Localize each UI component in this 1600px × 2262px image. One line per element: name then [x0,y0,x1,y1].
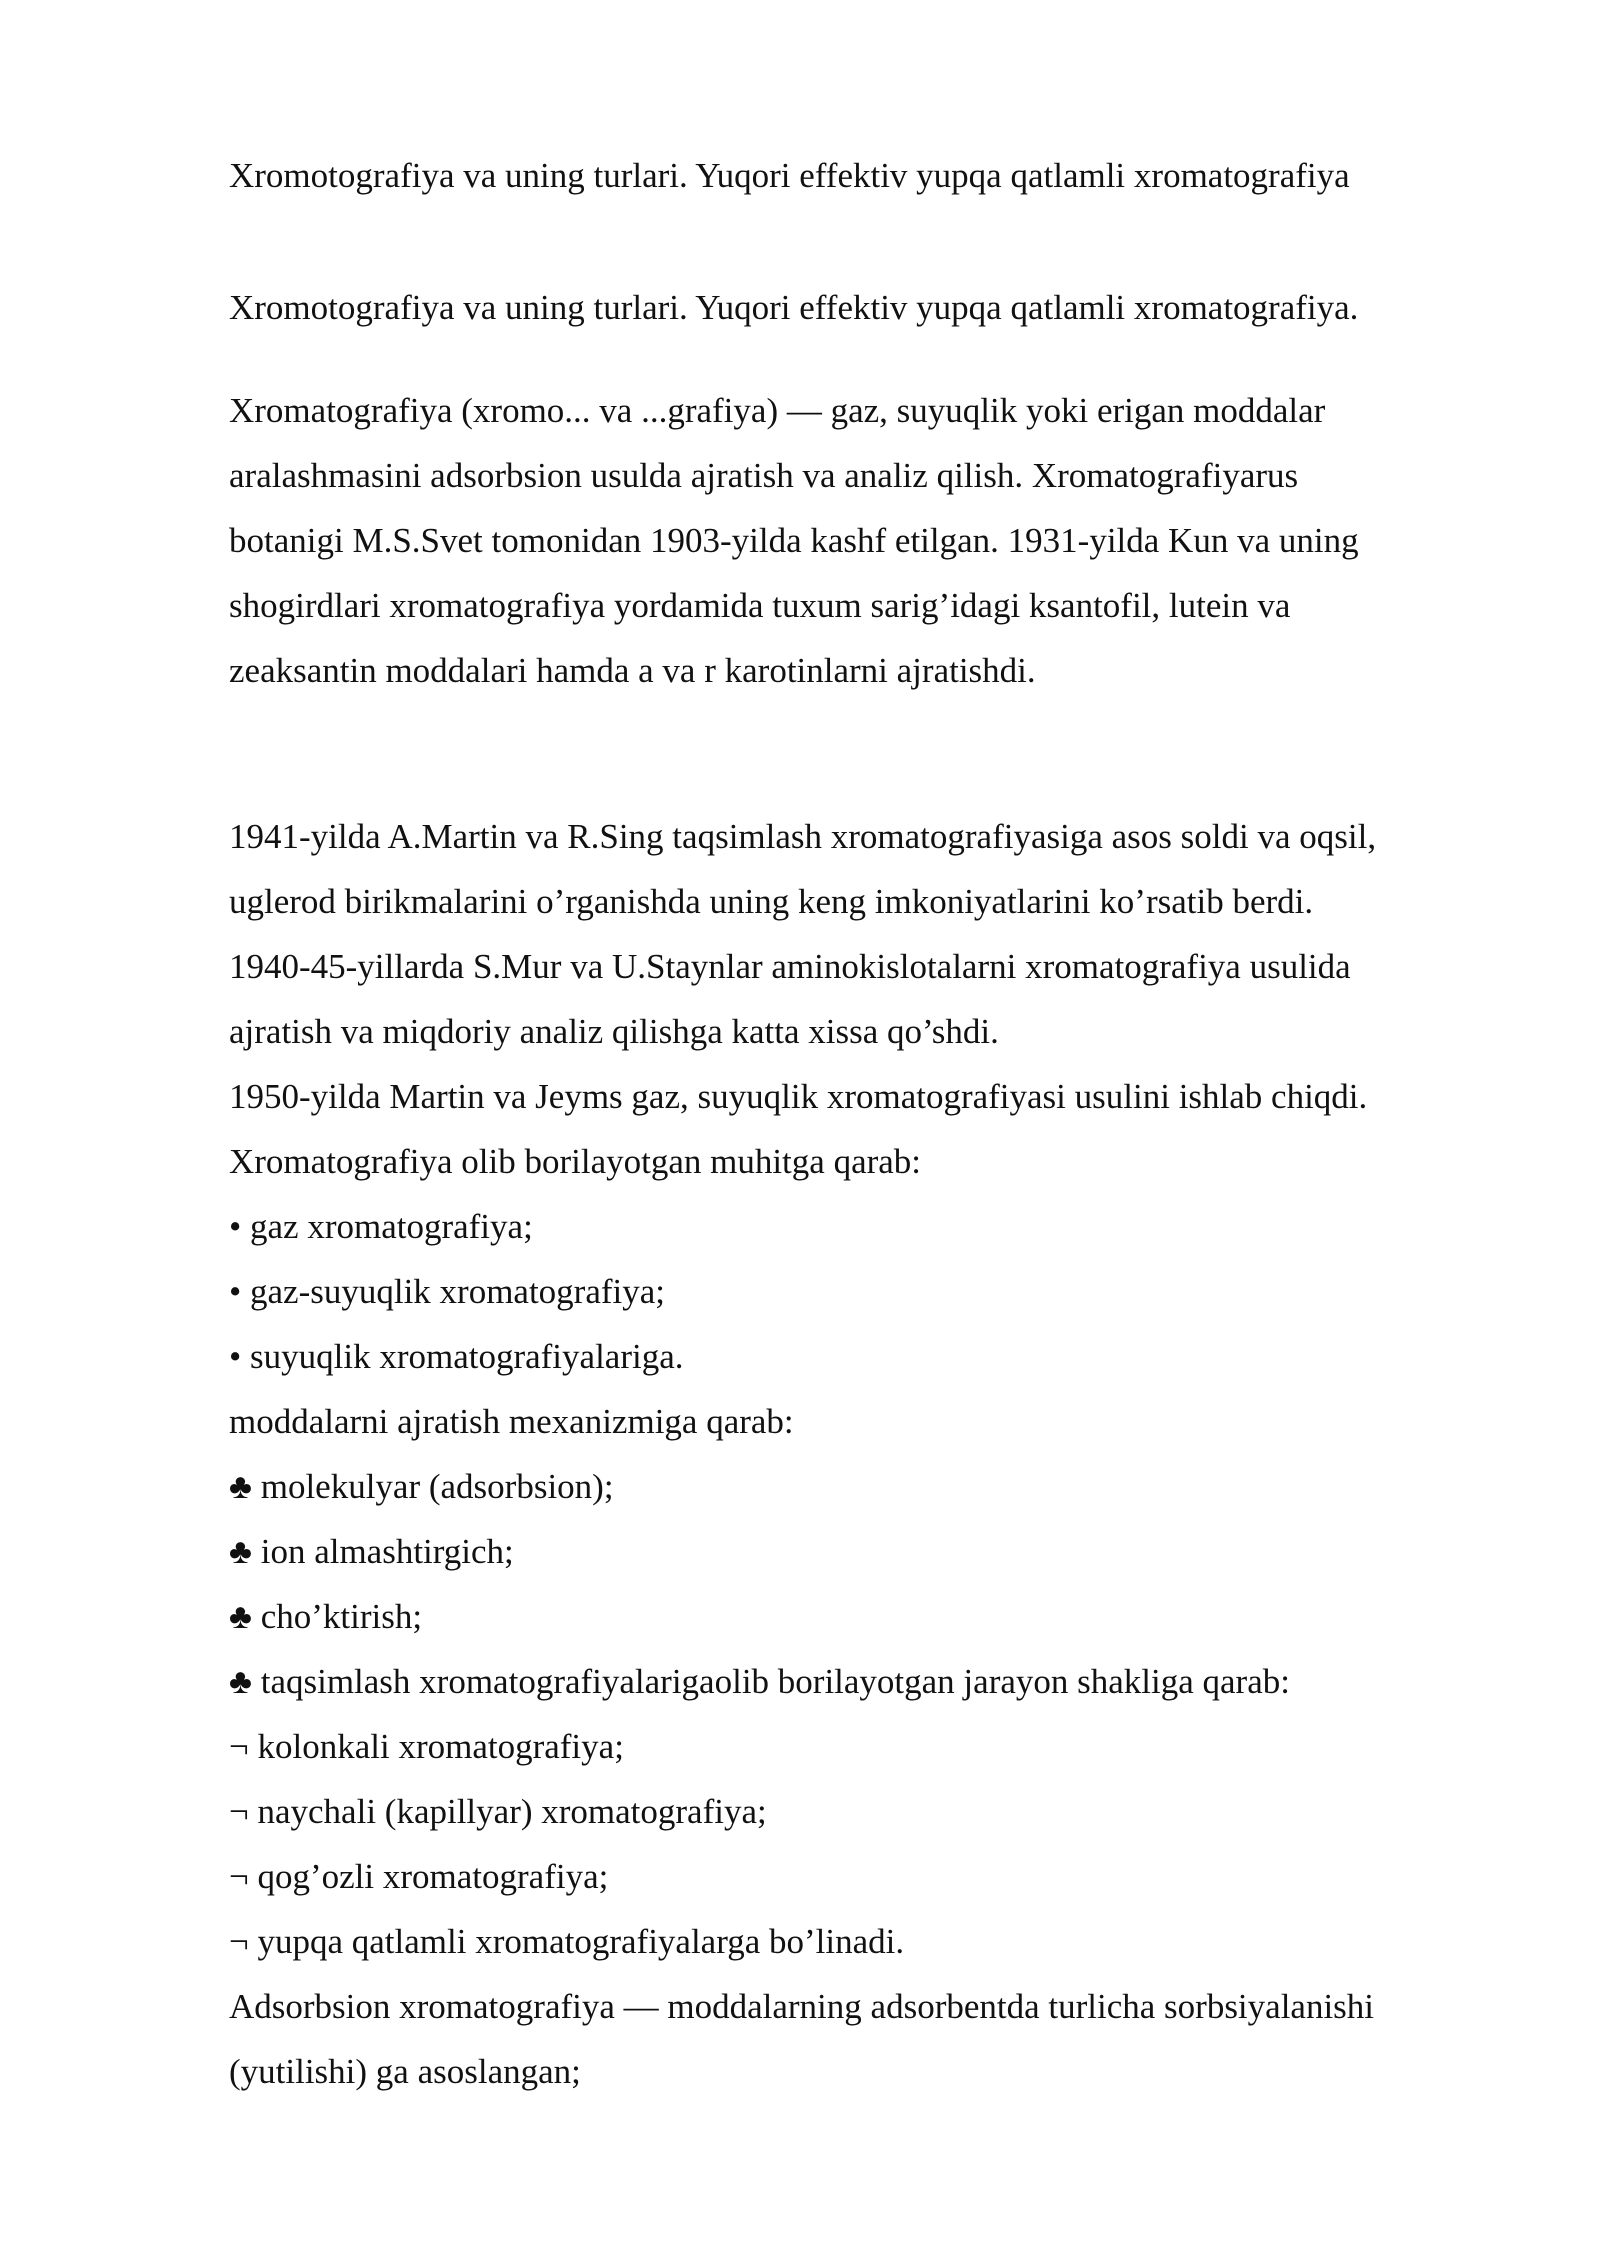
paragraph-line: Xromatografiya (xromo... va ...grafiya) — gaz, suyuqlik yoki erigan moddalar [229,391,1326,430]
paragraph-line: 1941-yilda A.Martin va R.Sing taqsimlash xromatografiyasiga asos soldi va oqsil, [229,817,1377,856]
paragraph-line: (yutilishi) ga asoslangan; [229,2052,581,2091]
club-list-item: ♣ taqsimlash xromatografiyalarigaolib borilayotgan jarayon shakliga qarab: [229,1662,1290,1701]
subtitle-line: Xromotografiya va uning turlari. Yuqori effektiv yupqa qatlamli xromatografiya. [229,288,1359,327]
negation-list-item: ¬ kolonkali xromatografiya; [229,1727,624,1766]
paragraph-line: 1940-45-yillarda S.Mur va U.Staynlar aminokislotalarni xromatografiya usulida [229,947,1351,986]
paragraph-line: uglerod birikmalarini o’rganishda uning keng imkoniyatlarini ko’rsatib berdi. [229,882,1314,921]
paragraph-line: aralashmasini adsorbsion usulda ajratish va analiz qilish. Xromatografiyarus [229,456,1299,495]
paragraph-line: Adsorbsion xromatografiya — moddalarning adsorbentda turlicha sorbsiyalanishi [229,1987,1375,2026]
bullet-list-item: • gaz xromatografiya; [229,1207,533,1246]
negation-list-item: ¬ naychali (kapillyar) xromatografiya; [229,1792,767,1831]
bullet-list-item: • suyuqlik xromatografiyalariga. [229,1337,684,1376]
document-title [229,143,1489,208]
list-heading: moddalarni ajratish mexanizmiga qarab: [229,1402,794,1441]
paragraph-line: 1950-yilda Martin va Jeyms gaz, suyuqlik xromatografiyasi usulini ishlab chiqdi. [229,1077,1368,1116]
paragraph-line: ajratish va miqdoriy analiz qilishga katta xissa qo’shdi. [229,1012,999,1051]
paragraph-line: shogirdlari xromatografiya yordamida tuxum sarig’idagi ksantofil, lutein va [229,586,1291,625]
negation-list-item: ¬ qog’ozli xromatografiya; [229,1857,609,1896]
paragraph-line: botanigi M.S.Svet tomonidan 1903-yilda kashf etilgan. 1931-yilda Kun va uning [229,521,1359,560]
document-subtitle [229,275,1489,340]
list-heading: Xromatografiya olib borilayotgan muhitga qarab: [229,1142,922,1181]
club-list-item: ♣ molekulyar (adsorbsion); [229,1467,614,1506]
title-line: Xromotografiya va uning turlari. Yuqori effektiv yupqa qatlamli xromatografiya [229,156,1350,195]
club-list-item: ♣ ion almashtirgich; [229,1532,514,1571]
bullet-list-item: • gaz-suyuqlik xromatografiya; [229,1272,666,1311]
paragraph-line: zeaksantin moddalari hamda a va r karotinlarni ajratishdi. [229,651,1036,690]
negation-list-item: ¬ yupqa qatlamli xromatografiyalarga bo’linadi. [229,1922,905,1961]
club-list-item: ♣ cho’ktirish; [229,1597,423,1636]
intro-paragraph [229,378,1489,703]
history-section [229,804,1489,2104]
